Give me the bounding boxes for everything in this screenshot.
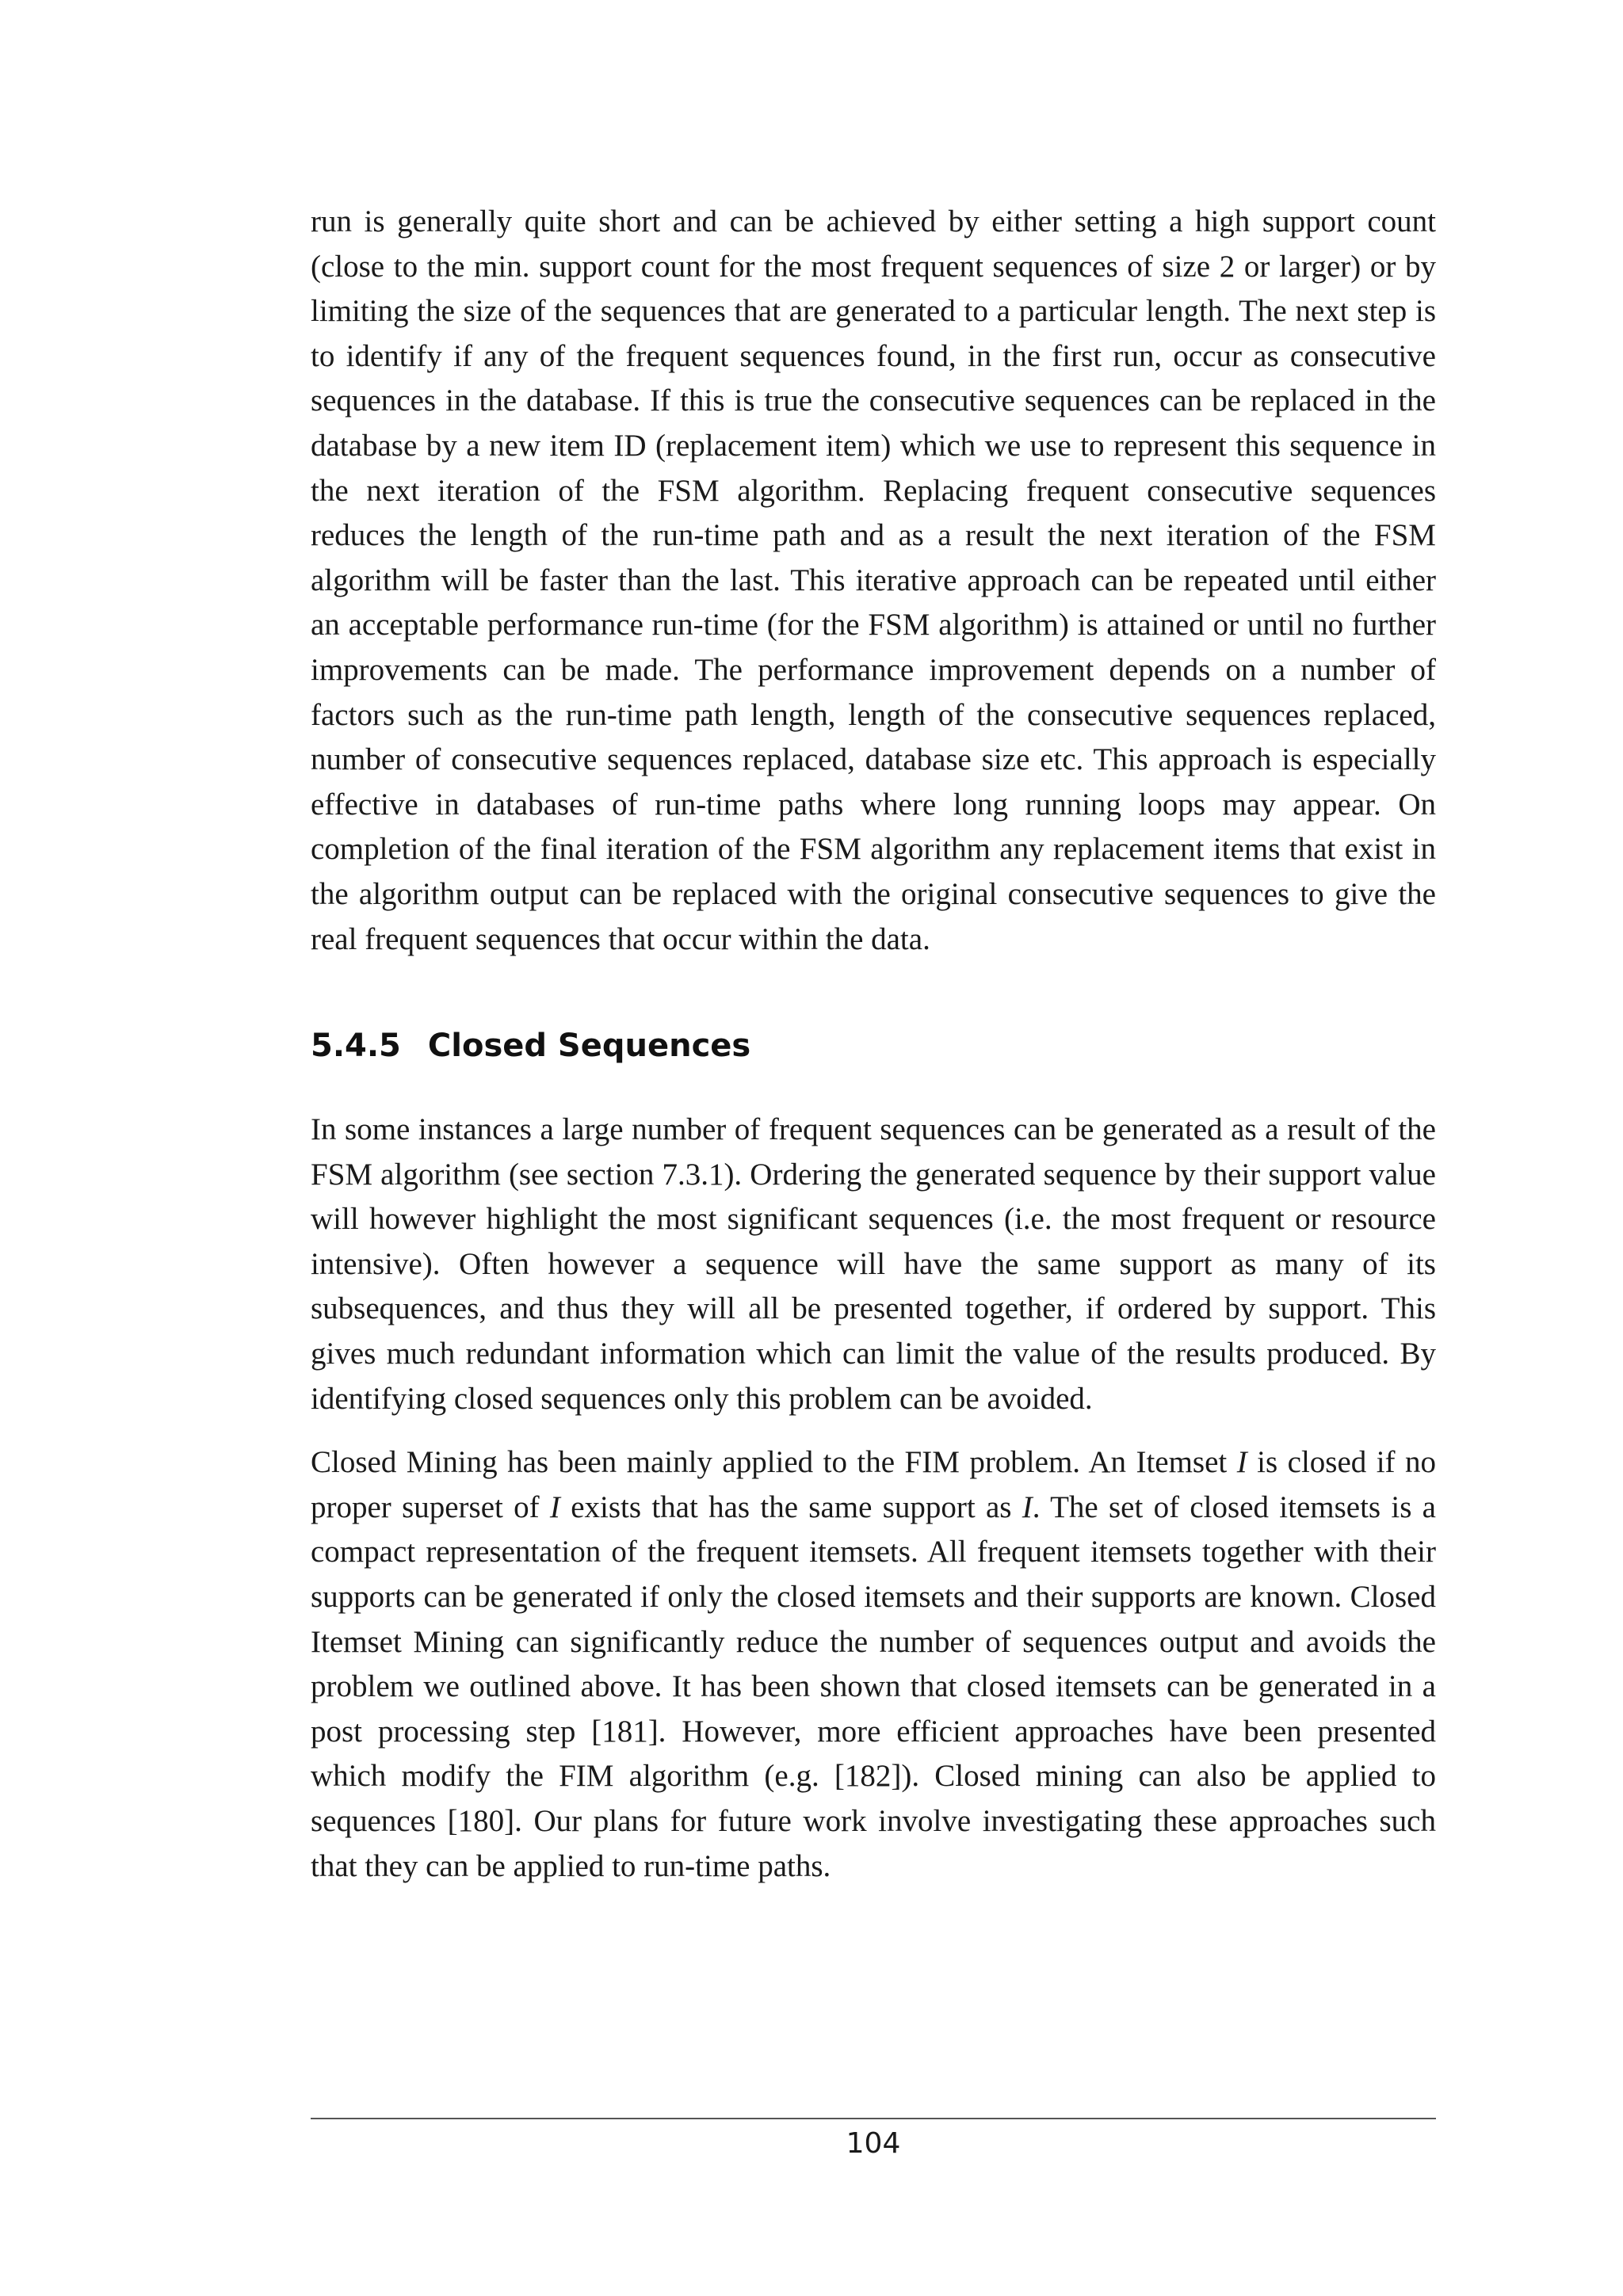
itemset-variable: I: [549, 1489, 560, 1524]
page-body: [311, 200, 1436, 1889]
section-number: 5.4.5: [311, 1028, 401, 1065]
itemset-variable: I: [1236, 1445, 1247, 1480]
itemset-variable: I: [1022, 1489, 1033, 1524]
footer-rule: [311, 2118, 1436, 2119]
section-title: Closed Sequences: [427, 1028, 751, 1065]
page-number: 104: [846, 2127, 901, 2160]
section-heading: [311, 1024, 1436, 1068]
closed-sequences-paragraph-2: [311, 1440, 1436, 1889]
paragraph-2-text-2: is closed if no proper superset of: [311, 1445, 1437, 1524]
closed-sequences-paragraph-1: In some instances a large number of frequent sequences can be generated as a result of the FSM algorithm (see section 7.3.1). Ordering the generated sequence by their support value will however highlight the most significant sequences (i.e. the most frequent or resource intensive). Often however a sequence will have the same support as many of its subsequences, and thus they will all be presented together, if ordered by support. This gives much redundant information which can limit the value of the results produced. By identifying closed sequences only this problem can be avoided.: [311, 1112, 1436, 1416]
paragraph-2-text-4: . The set of closed itemsets is a compact representation of the frequent itemsets. All frequent itemsets together with their supports can be generated if only the closed itemsets and their supports are known. Closed Itemset Mining can significantly reduce the number of sequences output and avoids the problem we outlined above. It has been shown that closed itemsets can be generated in a post processing step [181]. However, more efficient approaches have been presented which modify the FIM algorithm (e.g. [182]). Closed mining can also be applied to sequences [180]. Our plans for future work involve investigating these approaches such that they can be applied to run-time paths.: [311, 1489, 1436, 1883]
paragraph-2-text-3: exists that has the same support as: [559, 1489, 1022, 1524]
continuation-paragraph: run is generally quite short and can be achieved by either setting a high support count (close to the min. support count for the most frequent sequences of size 2 or larger) or by limiting the size of the sequences that are generated to a particular length. The next step is to identify if any of the frequent sequences found, in the first run, occur as consecutive sequences in the database. If this is true the consecutive sequences can be replaced in the database by a new item ID (replacement item) which we use to represent this sequence in the next iteration of the FSM algorithm. Replacing frequent consecutive sequences reduces the length of the run-time path and as a result the next iteration of the FSM algorithm will be faster than the last. This iterative approach can be repeated until either an acceptable performance run-time (for the FSM algorithm) is attained or until no further improvements can be made. The performance improvement depends on a number of factors such as the run-time path length, length of the consecutive sequences replaced, number of consecutive sequences replaced, database size etc. This approach is especially effective in databases of run-time paths where long running loops may appear. On completion of the final iteration of the FSM algorithm any replacement items that exist in the algorithm output can be replaced with the original consecutive sequences to give the real frequent sequences that occur within the data.: [311, 204, 1436, 956]
paragraph-2-text-1: Closed Mining has been mainly applied to the FIM problem. An Itemset: [311, 1445, 1237, 1480]
